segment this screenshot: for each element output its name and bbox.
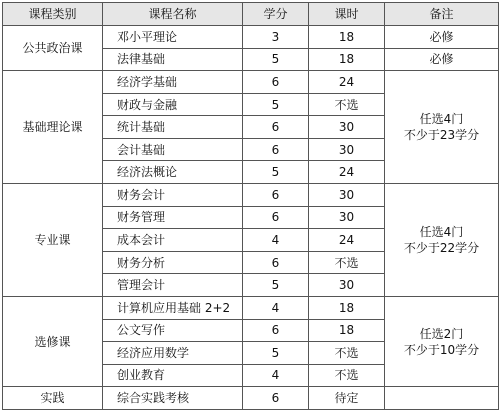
- credits-cell: 6: [243, 116, 309, 139]
- hours-cell: 24: [309, 229, 385, 252]
- course-name-cell: 成本会计: [103, 229, 243, 252]
- hours-cell: 30: [309, 184, 385, 207]
- hours-cell: 18: [309, 296, 385, 319]
- credits-cell: 5: [243, 48, 309, 71]
- hours-cell: 18: [309, 26, 385, 49]
- credits-cell: 4: [243, 364, 309, 387]
- hours-cell: 不选: [309, 342, 385, 365]
- hours-cell: 不选: [309, 364, 385, 387]
- credits-cell: 6: [243, 319, 309, 342]
- credits-cell: 5: [243, 161, 309, 184]
- table-row: [3, 71, 499, 94]
- course-name-cell: 综合实践考核: [103, 387, 243, 410]
- course-name-cell: 财务分析: [103, 251, 243, 274]
- course-name-cell: 创业教育: [103, 364, 243, 387]
- credits-cell: 4: [243, 229, 309, 252]
- note-line-1: 任选4门: [419, 224, 464, 239]
- course-name-cell: 会计基础: [103, 138, 243, 161]
- note-cell: 必修: [385, 26, 499, 49]
- course-name-cell: 财务会计: [103, 184, 243, 207]
- hours-cell: 待定: [309, 387, 385, 410]
- table-row: [3, 184, 499, 207]
- credits-cell: 5: [243, 342, 309, 365]
- header-credits: 学分: [243, 3, 309, 26]
- category-cell: 基础理论课: [3, 71, 103, 184]
- course-name-cell: 公文写作: [103, 319, 243, 342]
- credits-cell: 5: [243, 274, 309, 297]
- category-cell: 公共政治课: [3, 26, 103, 71]
- category-cell: 实践: [3, 387, 103, 410]
- header-hours: 课时: [309, 3, 385, 26]
- credits-cell: 5: [243, 93, 309, 116]
- group-note-cell: [385, 184, 499, 297]
- credits-cell: 6: [243, 71, 309, 94]
- category-cell: 选修课: [3, 296, 103, 386]
- course-name-cell: 法律基础: [103, 48, 243, 71]
- credits-cell: 6: [243, 251, 309, 274]
- note-line-1: 任选4门: [419, 112, 464, 127]
- hours-cell: 24: [309, 161, 385, 184]
- note-line-1: 任选2门: [419, 326, 464, 341]
- note-line-2: 不少于10学分: [403, 342, 480, 357]
- course-name-cell: 经济应用数学: [103, 342, 243, 365]
- note-line-2: 不少于22学分: [403, 240, 480, 255]
- note-cell: 必修: [385, 48, 499, 71]
- table-row: [3, 387, 499, 410]
- course-name-cell: 经济法概论: [103, 161, 243, 184]
- hours-cell: 不选: [309, 93, 385, 116]
- course-name-cell: 经济学基础: [103, 71, 243, 94]
- course-table: [2, 2, 499, 410]
- credits-cell: 6: [243, 138, 309, 161]
- hours-cell: 30: [309, 116, 385, 139]
- hours-cell: 18: [309, 48, 385, 71]
- credits-cell: 6: [243, 184, 309, 207]
- header-course-name: 课程名称: [103, 3, 243, 26]
- course-name-cell: 管理会计: [103, 274, 243, 297]
- header-row: [3, 3, 499, 26]
- hours-cell: 不选: [309, 251, 385, 274]
- course-name-cell: 邓小平理论: [103, 26, 243, 49]
- hours-cell: 18: [309, 319, 385, 342]
- header-category: 课程类别: [3, 3, 103, 26]
- hours-cell: 24: [309, 71, 385, 94]
- credits-cell: 3: [243, 26, 309, 49]
- category-cell: 专业课: [3, 184, 103, 297]
- credits-cell: 6: [243, 387, 309, 410]
- credits-cell: 4: [243, 296, 309, 319]
- group-note-cell: [385, 71, 499, 184]
- hours-cell: 30: [309, 138, 385, 161]
- hours-cell: 30: [309, 274, 385, 297]
- table-row: [3, 26, 499, 49]
- table-row: [3, 296, 499, 319]
- group-note-cell: [385, 296, 499, 386]
- course-name-cell: 统计基础: [103, 116, 243, 139]
- course-name-cell: 计算机应用基础 2+2: [103, 296, 243, 319]
- header-note: 备注: [385, 3, 499, 26]
- hours-cell: 30: [309, 206, 385, 229]
- note-cell: [385, 387, 499, 410]
- course-name-cell: 财务管理: [103, 206, 243, 229]
- note-line-2: 不少于23学分: [403, 128, 480, 143]
- credits-cell: 6: [243, 206, 309, 229]
- course-name-cell: 财政与金融: [103, 93, 243, 116]
